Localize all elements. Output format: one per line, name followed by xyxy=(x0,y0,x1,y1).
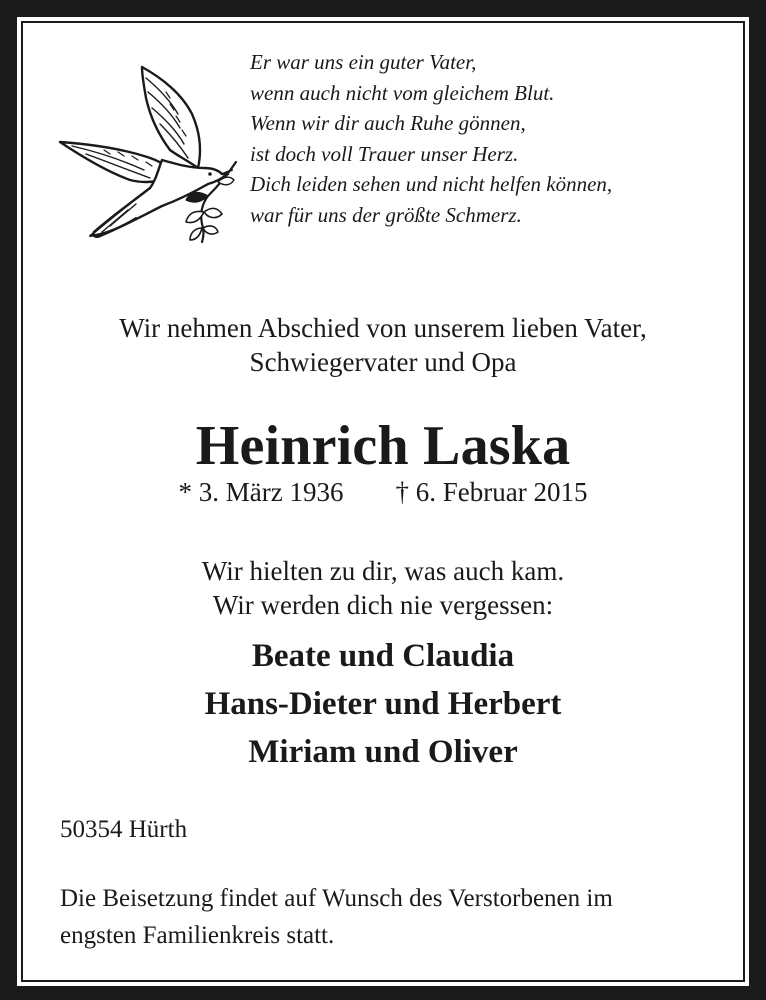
mourner-names: Beate und Claudia xyxy=(251,638,515,674)
deceased-name: Heinrich Laska xyxy=(195,415,571,477)
life-dates xyxy=(0,475,766,509)
intro-line: Wir nehmen Abschied von unserem lieben Vater, xyxy=(119,313,647,343)
funeral-note xyxy=(60,880,730,954)
poem-line: wenn auch nicht vom gleichem Blut. xyxy=(250,80,555,105)
poem-line: Er war uns ein guter Vater, xyxy=(250,50,477,74)
farewell-intro xyxy=(0,311,766,379)
death-date: † 6. Februar 2015 xyxy=(395,477,588,507)
funeral-line: engsten Familienkreis statt. xyxy=(60,922,335,949)
poem xyxy=(250,47,720,230)
place: 50354 Hürth xyxy=(60,816,188,843)
mourners-list xyxy=(0,632,766,776)
poem-line: ist doch voll Trauer unser Herz. xyxy=(250,141,519,166)
closing-line: Wir werden dich nie vergessen: xyxy=(212,590,554,620)
mourner-names: Hans-Dieter und Herbert xyxy=(204,686,562,722)
dove-with-olive-branch-icon xyxy=(58,64,242,248)
poem-line: war für uns der größte Schmerz. xyxy=(250,202,522,227)
mourner-names: Miriam und Oliver xyxy=(248,734,518,770)
intro-line: Schwiegervater und Opa xyxy=(249,347,517,377)
closing-line: Wir hielten zu dir, was auch kam. xyxy=(201,556,565,586)
poem-line: Wenn wir dir auch Ruhe gönnen, xyxy=(250,111,526,135)
funeral-line: Die Beisetzung findet auf Wunsch des Verstorbenen im xyxy=(60,885,613,912)
birth-date: * 3. März 1936 xyxy=(178,477,344,507)
closing-words xyxy=(0,554,766,622)
poem-line: Dich leiden sehen und nicht helfen können, xyxy=(250,172,613,196)
